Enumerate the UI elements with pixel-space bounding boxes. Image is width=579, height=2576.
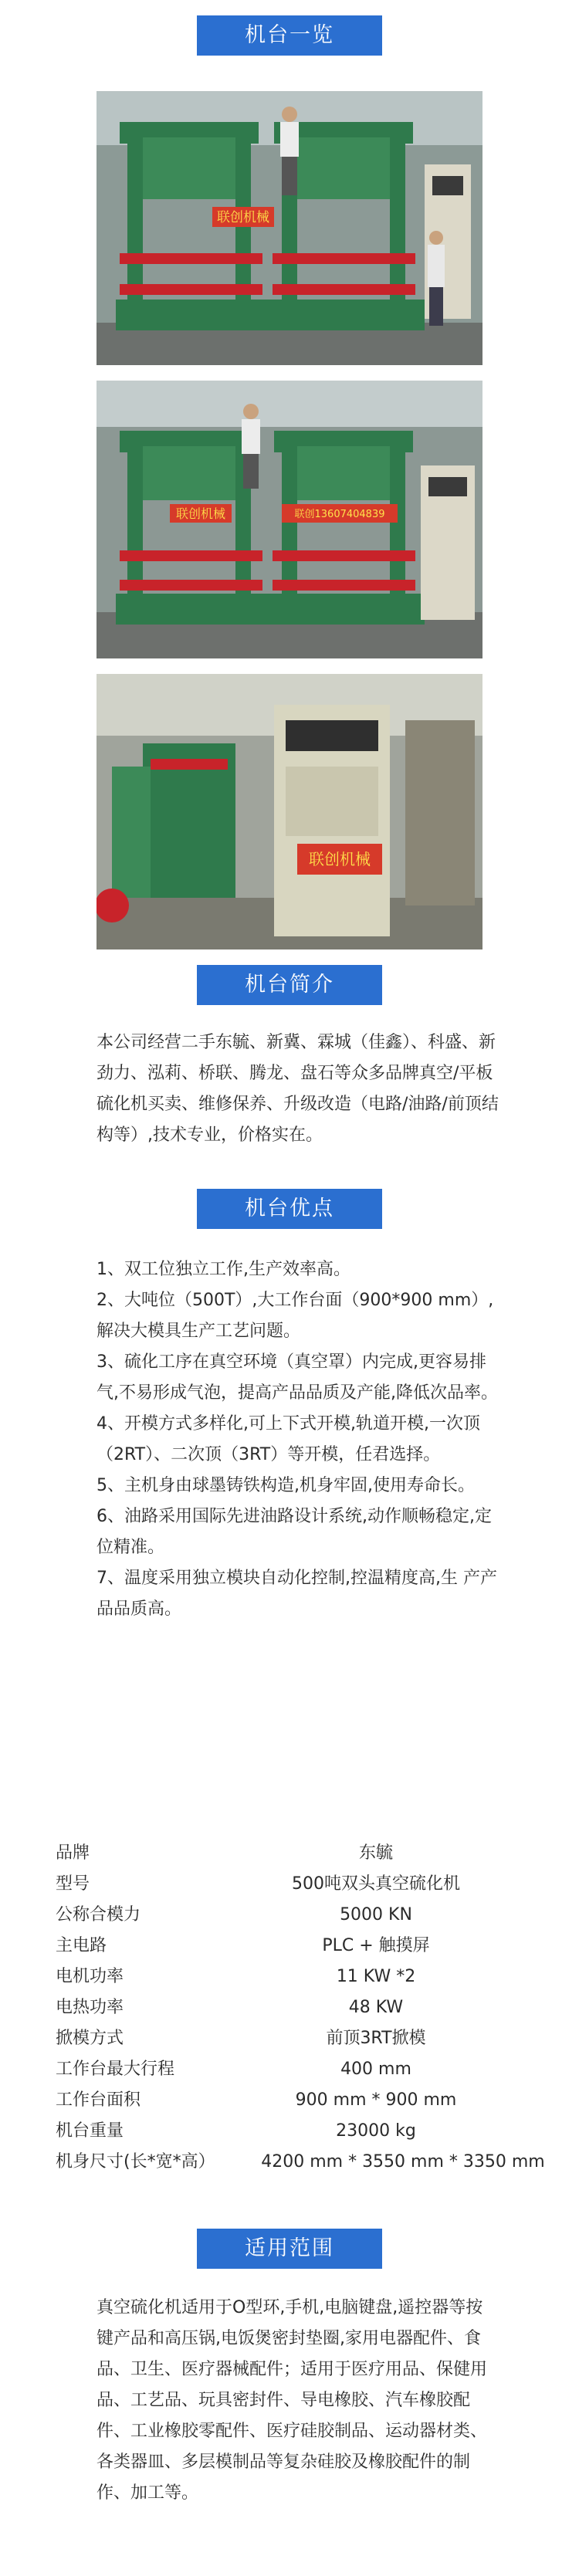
spec-row xyxy=(56,1869,565,1900)
machine-photo-2 xyxy=(96,381,482,658)
spec-row xyxy=(56,1931,565,1962)
spec-row xyxy=(56,1900,565,1931)
spec-label: 机身尺寸(长*宽*高） xyxy=(56,2152,215,2171)
photo-2-sign: 联创机械 xyxy=(175,506,226,521)
spec-value: 东毓 xyxy=(358,1843,393,1863)
spec-row xyxy=(56,2116,565,2147)
spec-label: 电机功率 xyxy=(56,1967,124,1986)
photo-1-sign: 联创机械 xyxy=(217,210,269,225)
advantages-list xyxy=(96,1254,498,1625)
spec-label: 公称合模力 xyxy=(56,1905,141,1924)
spec-value: 400 mm xyxy=(340,2060,411,2079)
spec-label: 掀模方式 xyxy=(56,2029,124,2048)
advantage-item: 3、硫化工序在真空环境（真空罩）内完成,更容易排气,不易形成气泡，提高产品品质及产能,降低次品率。 xyxy=(96,1352,498,1403)
advantage-item: 7、温度采用独立模块自动化控制,控温精度高,生 产产品品质高。 xyxy=(96,1569,497,1619)
section-title-scope: 适用范围 xyxy=(197,2229,382,2269)
spec-label: 电热功率 xyxy=(56,1998,124,2017)
section-title-advantages: 机台优点 xyxy=(197,1189,382,1229)
spec-label: 主电路 xyxy=(56,1936,107,1955)
advantage-item: 2、大吨位（500T）,大工作台面（900*900 mm）,解决大模具生产工艺问题。 xyxy=(96,1291,494,1341)
spec-value: 前顶3RT掀模 xyxy=(326,2029,426,2048)
scope-paragraph: 真空硫化机适用于O型环,手机,电脑键盘,遥控器等按键产品和高压锅,电饭煲密封垫圈,家用电器配件、食品、卫生、医疗器械配件；适用于医疗用品、保健用品、工艺品、玩具密封件、导电橡胶、汽车橡胶配件、工业橡胶零配件、医疗硅胶制品、运动器材类、各类器皿、多层模制品等复杂硅胶及橡胶配件的制作、加工等。 xyxy=(96,2298,488,2503)
spec-row xyxy=(56,2085,565,2116)
spec-label: 机台重量 xyxy=(56,2121,124,2141)
photo-2-sign-phone: 联创13607404839 xyxy=(294,509,385,520)
advantage-item: 6、油路采用国际先进油路设计系统,动作顺畅稳定,定位精准。 xyxy=(96,1507,492,1557)
photo-3-sign: 联创机械 xyxy=(309,850,371,868)
spec-value: 900 mm * 900 mm xyxy=(295,2090,457,2110)
spec-value: 48 KW xyxy=(348,1998,404,2017)
spec-label: 工作台最大行程 xyxy=(56,2060,175,2079)
advantage-item: 5、主机身由球墨铸铁构造,机身牢固,使用寿命长。 xyxy=(96,1476,475,1495)
spec-value: PLC + 触摸屏 xyxy=(322,1936,430,1955)
spec-value: 11 KW *2 xyxy=(336,1967,416,1986)
advantage-item: 4、开模方式多样化,可上下式开模,轨道开模,一次顶（2RT）、二次顶（3RT）等开模，任君选择。 xyxy=(96,1414,480,1464)
section-title-intro: 机台简介 xyxy=(197,965,382,1005)
intro-paragraph: 本公司经营二手东毓、新冀、霖城（佳鑫）、科盛、新劲力、泓莉、桥联、腾龙、盘石等众多品牌真空/平板硫化机买卖、维修保养、升级改造（电路/油路/前顶结构等）,技术专业，价格实在。 xyxy=(96,1033,499,1145)
spec-label: 工作台面积 xyxy=(56,2090,141,2110)
spec-row xyxy=(56,1992,565,2023)
spec-row xyxy=(56,2023,565,2054)
spec-row xyxy=(56,1838,565,1869)
section-title-overview: 机台一览 xyxy=(197,15,382,56)
machine-photo-3 xyxy=(96,674,482,949)
advantage-item: 1、双工位独立工作,生产效率高。 xyxy=(96,1260,350,1279)
spec-value: 23000 kg xyxy=(336,2121,416,2141)
spec-row xyxy=(56,2147,565,2178)
spec-value: 4200 mm * 3550 mm * 3350 mm xyxy=(261,2152,545,2171)
spec-label: 型号 xyxy=(56,1874,90,1894)
spec-value: 5000 KN xyxy=(340,1905,412,1924)
spec-value: 500吨双头真空硫化机 xyxy=(292,1874,460,1894)
spec-row xyxy=(56,1962,565,1992)
spec-table xyxy=(56,1838,565,2178)
spec-label: 品牌 xyxy=(56,1843,90,1863)
spec-row xyxy=(56,2054,565,2085)
machine-photo-1 xyxy=(96,91,482,365)
